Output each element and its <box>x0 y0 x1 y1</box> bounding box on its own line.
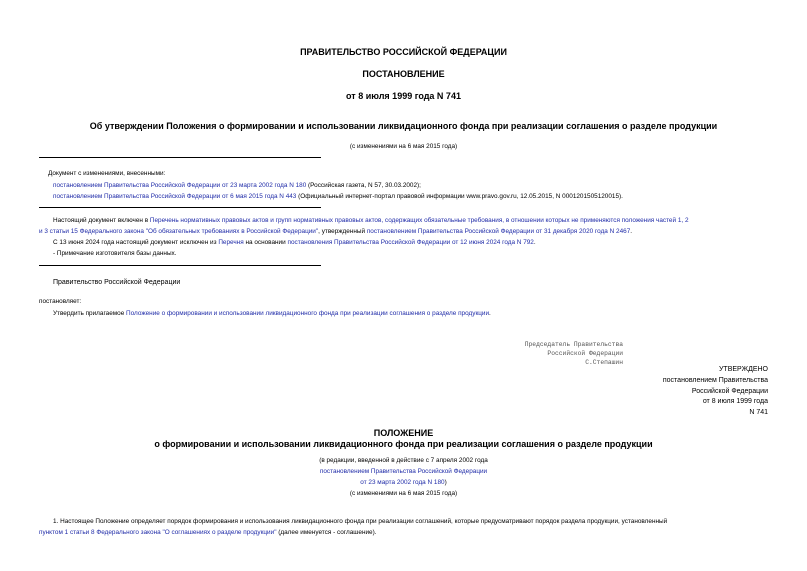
approve-text: Утвердить прилагаемое <box>53 310 127 317</box>
list-link[interactable]: Перечень нормативных правовых актов и групп нормативных правовых актов, содержащих обязательные требования, в отношении которых не применяются положения частей 1, 2 <box>149 217 689 224</box>
paragraph-text: (далее именуется - соглашение). <box>276 529 377 536</box>
paragraph-1: 1. Настоящее Положение определяет порядок формирования и использования ликвидационного фонда при реализации соглашений, которые предусматривают порядок раздела продукции, установленный <box>53 518 668 525</box>
notice-line <box>53 239 536 246</box>
edition-changes: (с изменениями на 6 мая 2015 года) <box>349 490 458 497</box>
approved-country: Российской Федерации <box>691 388 768 395</box>
approve-paragraph <box>53 310 491 317</box>
edition-date-link[interactable]: от 23 марта 2002 года N 180 <box>360 479 445 486</box>
amendment-item <box>53 182 421 189</box>
notice-text: . <box>533 239 536 246</box>
editor-note: - Примечание изготовителя базы данных. <box>53 250 177 257</box>
changes-note: (с изменениями на 6 мая 2015 года) <box>349 143 458 150</box>
divider <box>39 207 321 208</box>
signature-name: С.Степашин <box>585 359 623 366</box>
document-title: Об утверждении Положения о формировании и использовании ликвидационного фонда при реализации соглашения о разделе продукции <box>89 121 718 131</box>
edition-link-line <box>0 479 807 486</box>
government-name: Правительство Российской Федерации <box>53 279 181 286</box>
paragraph-1-cont <box>39 529 377 536</box>
notice-text: Настоящий документ включен в <box>53 217 150 224</box>
approve-text: . <box>489 310 491 317</box>
government-heading: ПРАВИТЕЛЬСТВО РОССИЙСКОЙ ФЕДЕРАЦИИ <box>300 47 507 57</box>
decree-link-2467[interactable]: постановлением Правительства Российской Федерации от 31 декабря 2020 года N 2467 <box>366 228 631 235</box>
approved-by: постановлением Правительства <box>662 377 768 384</box>
notice-line <box>53 217 689 224</box>
list-link-short[interactable]: Перечня <box>218 239 244 246</box>
amendment-source: (Российская газета, N 57, 30.03.2002); <box>306 182 421 189</box>
divider <box>39 265 321 266</box>
amendment-link-2015[interactable]: постановлением Правительства Российской Федерации от 6 мая 2015 года N 443 <box>53 193 297 200</box>
amendment-source: (Официальный интернет-портал правовой информации www.pravo.gov.ru, 12.05.2015, N 0001201505120015). <box>296 193 623 200</box>
notice-text: , утвержденный <box>318 228 367 235</box>
amendments-intro: Документ с изменениями, внесенными: <box>48 170 166 177</box>
notice-text: С 13 июня 2024 года настоящий документ исключен из <box>53 239 219 246</box>
notice-line <box>39 228 632 235</box>
notice-text: на основании <box>243 239 288 246</box>
regulation-link[interactable]: Положение о формировании и использовании ликвидационного фонда при реализации соглашения о разделе продукции <box>126 310 490 317</box>
signature-position: Председатель Правительства <box>524 341 623 348</box>
document-date: от 8 июля 1999 года N 741 <box>346 91 461 101</box>
signature-country: Российской Федерации <box>547 350 623 357</box>
decree-link-792[interactable]: постановления Правительства Российской Федерации от 12 июня 2024 года N 792 <box>287 239 534 246</box>
resolves-text: постановляет: <box>39 298 82 305</box>
approved-date: от 8 июля 1999 года <box>702 398 768 405</box>
notice-text: . <box>630 228 633 235</box>
edition-note: (в редакции, введенной в действие с 7 апреля 2002 года <box>319 457 488 464</box>
document-type: ПОСТАНОВЛЕНИЕ <box>362 69 445 79</box>
amendment-link-2002[interactable]: постановлением Правительства Российской Федерации от 23 марта 2002 года N 180 <box>53 182 307 189</box>
divider <box>39 157 321 158</box>
approved-label: УТВЕРЖДЕНО <box>718 366 768 373</box>
edition-link-line <box>0 468 807 475</box>
law-article-link[interactable]: пунктом 1 статьи 8 Федерального закона "О соглашениях о разделе продукции" <box>39 529 277 536</box>
amendment-item <box>53 193 623 200</box>
approved-number: N 741 <box>749 409 768 416</box>
law-link[interactable]: и 3 статьи 15 Федерального закона "Об обязательных требованиях в Российской Федерации" <box>39 228 319 235</box>
edition-text: ) <box>444 479 447 486</box>
edition-decree-link[interactable]: постановлением Правительства Российской Федерации <box>319 468 488 475</box>
regulation-subtitle: о формировании и использовании ликвидационного фонда при реализации соглашения о разделе продукции <box>154 439 653 449</box>
regulation-title: ПОЛОЖЕНИЕ <box>373 428 434 438</box>
